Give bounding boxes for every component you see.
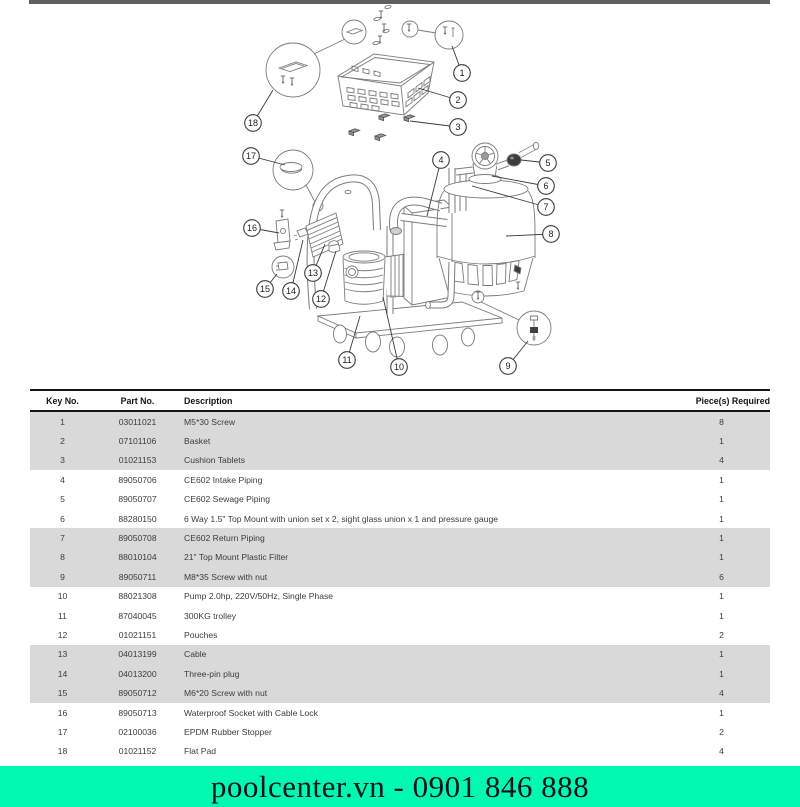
diagram-artwork (266, 5, 554, 357)
svg-text:4: 4 (438, 155, 444, 166)
table-row (30, 451, 770, 470)
cell-qty: 1 (719, 649, 724, 660)
cell-desc: CE602 Intake Piping (184, 474, 263, 485)
table-row (30, 470, 770, 489)
svg-text:12: 12 (315, 294, 327, 305)
cell-key: 2 (60, 436, 65, 447)
header-key-no: Key No. (46, 395, 79, 406)
cell-qty: 8 (719, 416, 724, 427)
callout-3 (450, 119, 467, 136)
cell-part: 89050708 (118, 533, 157, 544)
parts-table (30, 389, 770, 761)
cell-desc: Pouches (184, 629, 218, 640)
cell-qty: 4 (719, 746, 724, 757)
cell-part: 88280150 (118, 513, 157, 524)
table-row (30, 742, 770, 761)
svg-text:11: 11 (342, 355, 352, 366)
table-row (30, 587, 770, 606)
table-row (30, 528, 770, 547)
svg-text:18: 18 (247, 118, 259, 129)
cell-part: 07101106 (118, 436, 157, 447)
callout-17 (243, 148, 260, 165)
cell-part: 02100036 (118, 726, 157, 737)
cell-desc: Three-pin plug (184, 668, 240, 679)
callout-18 (245, 115, 262, 132)
cell-desc: EPDM Rubber Stopper (184, 726, 272, 737)
cell-part: 01021151 (118, 629, 157, 640)
cell-key: 5 (60, 494, 65, 505)
table-row (30, 606, 770, 625)
svg-text:10: 10 (393, 362, 405, 373)
table-body (30, 412, 770, 761)
svg-text:13: 13 (307, 268, 319, 279)
svg-text:3: 3 (455, 122, 461, 133)
screw-detail-bubbles (402, 21, 463, 49)
cell-key: 8 (60, 552, 65, 563)
cell-part: 89050712 (118, 688, 157, 699)
callout-1 (454, 65, 471, 82)
svg-text:2: 2 (455, 95, 461, 106)
svg-text:7: 7 (543, 202, 549, 213)
footer-banner (0, 766, 800, 807)
callout-15 (257, 281, 274, 298)
cell-part: 01021152 (118, 746, 157, 757)
cell-qty: 1 (719, 707, 724, 718)
callout-16 (244, 220, 261, 237)
svg-text:14: 14 (285, 286, 297, 297)
callout-11 (339, 352, 356, 369)
cell-desc: M6*20 Screw with nut (184, 688, 268, 699)
cell-key: 10 (57, 591, 68, 602)
cell-desc: Cushion Tablets (184, 455, 245, 466)
cell-qty: 1 (719, 513, 724, 524)
cell-part: 04013200 (118, 668, 157, 679)
cell-key: 15 (57, 688, 68, 699)
pouch (329, 241, 340, 253)
cell-qty: 1 (719, 474, 724, 485)
cell-qty: 1 (719, 494, 724, 505)
table-row (30, 412, 770, 431)
cell-part: 89050713 (118, 707, 157, 718)
header-pieces-required: Piece(s) Required (695, 395, 770, 406)
cell-key: 12 (57, 629, 68, 640)
callout-2 (450, 92, 467, 109)
cell-key: 7 (60, 533, 65, 544)
cushion-tablets (349, 114, 415, 141)
cell-desc: CE602 Sewage Piping (184, 494, 270, 505)
cell-desc: Waterproof Socket with Cable Lock (184, 707, 318, 718)
svg-text:6: 6 (543, 181, 549, 192)
cell-qty: 4 (719, 455, 724, 466)
cell-qty: 2 (719, 726, 724, 737)
cell-key: 17 (57, 726, 68, 737)
cell-desc: Pump 2.0hp, 220V/50Hz, Single Phase (184, 591, 334, 602)
screw-scatter (373, 5, 392, 45)
cell-desc: 6 Way 1.5" Top Mount with union set x 2, sight glass union x 1 and pressure gauge (184, 513, 499, 524)
plug-detail-bubble (272, 256, 294, 278)
footer-contact-text: poolcenter.vn - 0901 846 888 (210, 768, 590, 804)
cell-part: 89050707 (118, 494, 157, 505)
cell-key: 4 (60, 474, 65, 485)
svg-text:1: 1 (459, 68, 465, 79)
cell-part: 87040045 (118, 610, 157, 621)
cell-key: 3 (60, 455, 65, 466)
table-row (30, 703, 770, 722)
cell-qty: 1 (719, 552, 724, 563)
callout-5 (540, 155, 557, 172)
callout-13 (305, 265, 322, 282)
cell-part: 88021308 (118, 591, 157, 602)
callout-14 (283, 283, 300, 300)
callout-9 (500, 358, 517, 375)
three-pin-plug (294, 228, 308, 240)
cell-part: 88010104 (118, 552, 157, 563)
exploded-parts-diagram (0, 0, 800, 392)
callout-6 (538, 178, 555, 195)
waterproof-socket (274, 210, 290, 250)
cell-desc: M5*30 Screw (184, 416, 236, 427)
header-part-no: Part No. (120, 395, 155, 406)
table-row (30, 722, 770, 741)
callout-7 (538, 199, 555, 216)
cell-part: 04013199 (118, 649, 157, 660)
table-row (30, 664, 770, 683)
table-row (30, 431, 770, 450)
table-row (30, 509, 770, 528)
cell-qty: 2 (719, 629, 724, 640)
cell-key: 18 (57, 746, 68, 757)
cell-part: 89050711 (118, 571, 157, 582)
table-row (30, 548, 770, 567)
header-description: Description (184, 395, 233, 406)
svg-text:15: 15 (259, 284, 271, 295)
svg-text:16: 16 (246, 223, 258, 234)
cell-qty: 1 (719, 591, 724, 602)
cell-qty: 6 (719, 571, 724, 582)
basket (338, 54, 434, 115)
svg-text:9: 9 (505, 361, 511, 372)
table-row (30, 645, 770, 664)
callout-8 (543, 226, 560, 243)
table-header (30, 389, 770, 412)
cell-desc: CE602 Return Piping (184, 533, 265, 544)
cell-key: 13 (57, 649, 68, 660)
cell-desc: M8*35 Screw with nut (184, 571, 268, 582)
callout-10 (391, 359, 408, 376)
cell-key: 11 (58, 610, 67, 621)
table-row (30, 567, 770, 586)
table-row (30, 683, 770, 702)
cell-key: 14 (57, 668, 68, 679)
cell-qty: 1 (719, 436, 724, 447)
cell-qty: 1 (719, 610, 724, 621)
cell-qty: 4 (719, 688, 724, 699)
cell-desc: Flat Pad (184, 746, 217, 757)
cell-desc: Cable (184, 649, 207, 660)
callout-4 (433, 152, 450, 169)
svg-text:17: 17 (245, 151, 257, 162)
cell-key: 1 (60, 416, 65, 427)
svg-text:5: 5 (545, 158, 551, 169)
table-row (30, 490, 770, 509)
flat-pad-detail-bubbles (266, 20, 366, 97)
cell-part: 03011021 (118, 416, 157, 427)
cell-desc: Basket (184, 436, 211, 447)
cell-qty: 1 (719, 668, 724, 679)
table-row (30, 625, 770, 644)
callout-12 (313, 291, 330, 308)
cell-desc: 21" Top Mount Plastic Filter (184, 552, 289, 563)
svg-text:8: 8 (548, 229, 554, 240)
cell-key: 16 (57, 707, 68, 718)
cell-qty: 1 (719, 533, 724, 544)
cell-key: 6 (60, 513, 65, 524)
cell-key: 9 (60, 571, 65, 582)
cell-part: 01021153 (118, 455, 157, 466)
cell-part: 89050706 (118, 474, 157, 485)
cell-desc: 300KG trolley (184, 610, 237, 621)
